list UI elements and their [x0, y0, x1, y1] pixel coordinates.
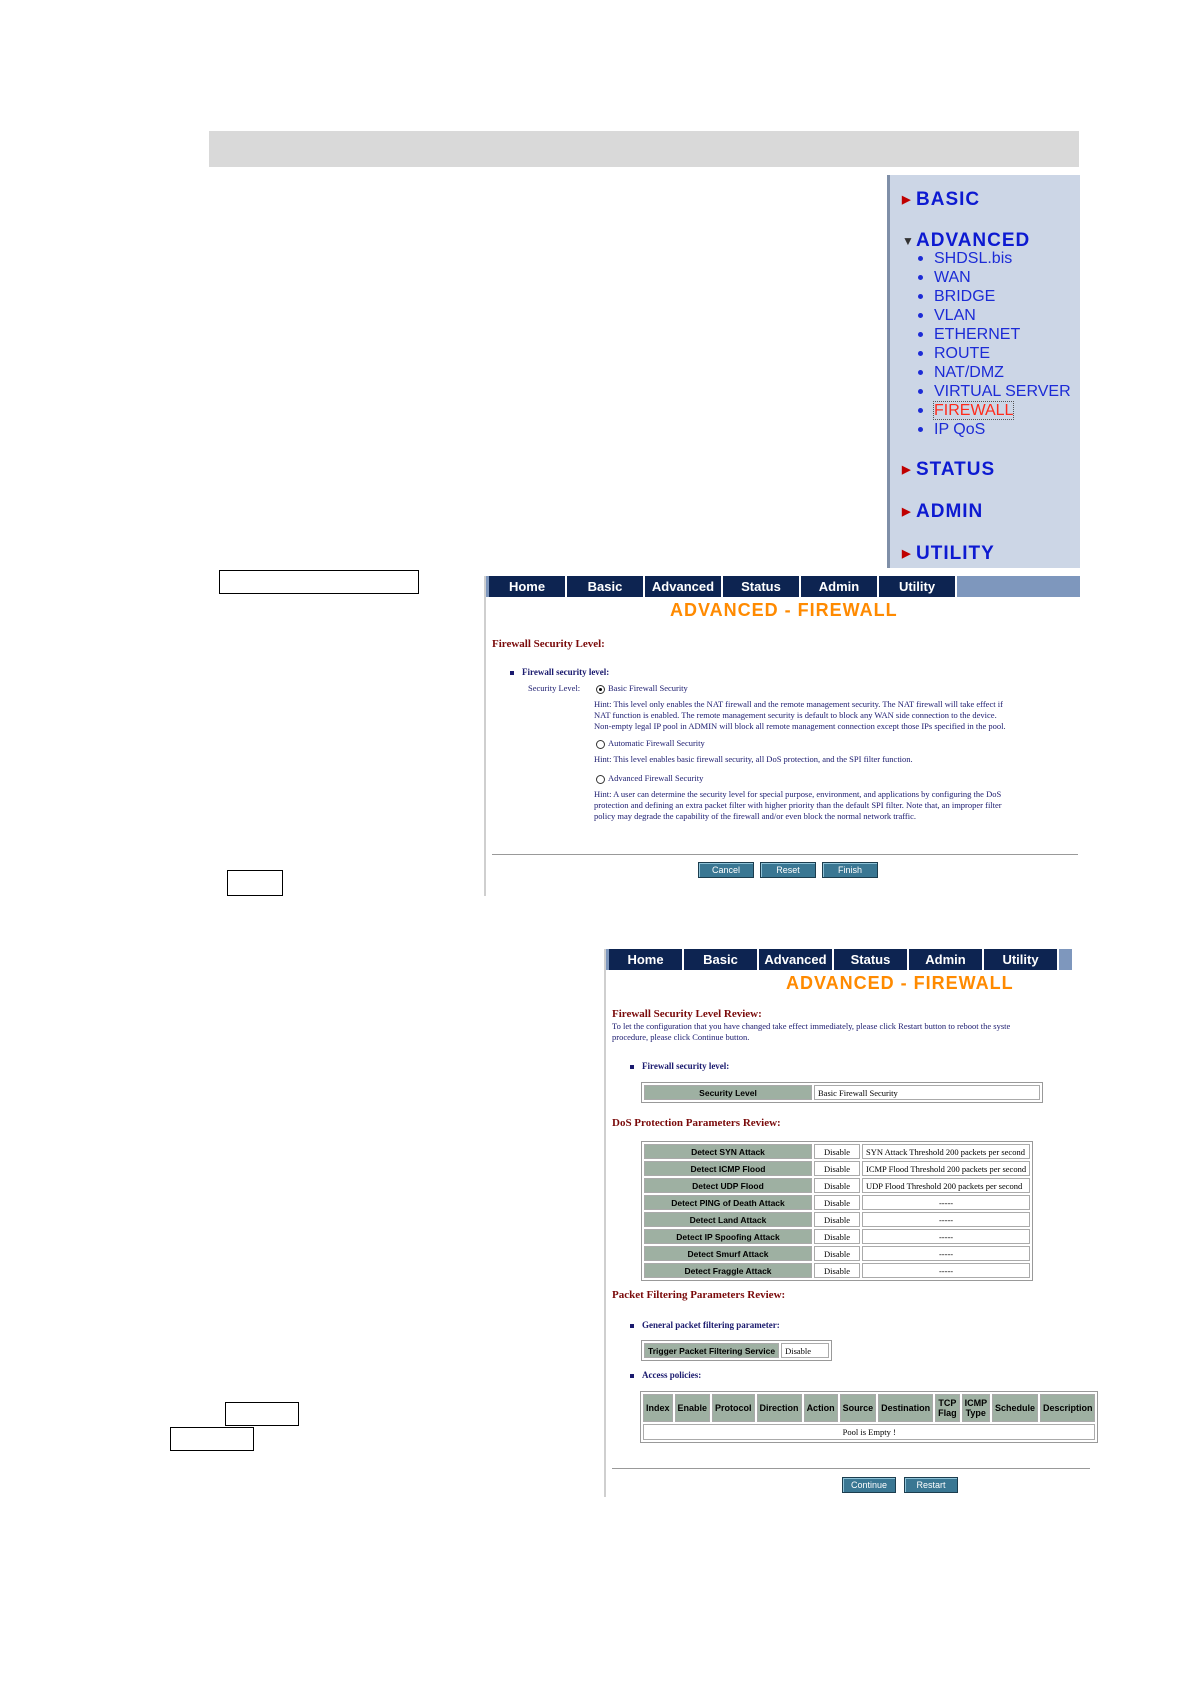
bullet-icon — [918, 351, 923, 356]
square-bullet-icon — [510, 671, 514, 675]
tab-basic[interactable]: Basic — [684, 949, 759, 970]
square-bullet-icon — [630, 1324, 634, 1328]
bullet-icon — [918, 332, 923, 337]
bullet-icon — [918, 427, 923, 432]
hint-automatic: Hint: This level enables basic firewall security, all DoS protection, and the SPI filter function. — [594, 754, 913, 764]
intro-text: To let the configuration that you have changed take effect immediately, please click Restart button to reboot the syste procedure, please click Continue button. — [612, 1021, 1011, 1042]
menu-advanced[interactable]: ▼ADVANCED — [902, 230, 1031, 251]
bullet-icon — [918, 313, 923, 318]
square-bullet-icon — [630, 1065, 634, 1069]
dos-name-cell: Detect Fraggle Attack — [644, 1263, 812, 1278]
table-row — [644, 1229, 1030, 1244]
dos-name-cell: Detect IP Spoofing Attack — [644, 1229, 812, 1244]
table-row — [644, 1246, 1030, 1261]
bullet-icon — [918, 408, 923, 413]
dos-name-cell: Detect Smurf Attack — [644, 1246, 812, 1261]
dos-state-cell: Disable — [814, 1212, 860, 1227]
tab-utility[interactable]: Utility — [984, 949, 1059, 970]
firewall-screen — [484, 576, 1080, 896]
bullet-icon — [918, 370, 923, 375]
column-header: Enable — [675, 1394, 711, 1422]
dos-state-cell: Disable — [814, 1195, 860, 1210]
bullet-icon — [918, 389, 923, 394]
dos-detail-cell: UDP Flood Threshold 200 packets per second — [862, 1178, 1030, 1193]
menu-item-ethernet[interactable]: ETHERNET — [918, 326, 1020, 344]
dos-name-cell: Detect Land Attack — [644, 1212, 812, 1227]
column-header: Schedule — [992, 1394, 1038, 1422]
finish-button[interactable]: Finish — [822, 862, 878, 878]
trigger-label: Trigger Packet Filtering Service — [644, 1343, 779, 1358]
dos-state-cell: Disable — [814, 1178, 860, 1193]
continue-button[interactable]: Continue — [842, 1477, 896, 1493]
section-title: Firewall Security Level: — [492, 638, 605, 650]
hint-basic: Hint: This level only enables the NAT firewall and the remote management security. The NAT firewall will take effect if NAT function is enabled. The remote management security is default to block any WAN side connection to the device. Non-empty legal IP pool in ADMIN will block all remote management connection except those IPs specified in the pool. — [594, 699, 1006, 731]
tab-status[interactable]: Status — [723, 576, 801, 597]
menu-item-vlan[interactable]: VLAN — [918, 307, 976, 325]
menu-item-shdsl[interactable]: SHDSL.bis — [918, 250, 1012, 268]
dos-state-cell: Disable — [814, 1144, 860, 1159]
tab-admin[interactable]: Admin — [909, 949, 984, 970]
bullet-icon — [918, 256, 923, 261]
side-menu — [887, 175, 1080, 568]
column-header: Direction — [757, 1394, 802, 1422]
tab-admin[interactable]: Admin — [801, 576, 879, 597]
empty-text-box — [225, 1402, 299, 1426]
tab-basic[interactable]: Basic — [567, 576, 645, 597]
dos-detail-cell: SYN Attack Threshold 200 packets per second — [862, 1144, 1030, 1159]
reset-button[interactable]: Reset — [760, 862, 816, 878]
table-row — [644, 1178, 1030, 1193]
option-automatic[interactable]: Automatic Firewall Security — [596, 738, 705, 749]
triangle-down-icon: ▼ — [902, 233, 915, 248]
page-title: ADVANCED - FIREWALL — [786, 973, 1014, 993]
pf-section-title: Packet Filtering Parameters Review: — [612, 1289, 786, 1301]
radio-icon[interactable] — [596, 775, 605, 784]
divider — [492, 854, 1078, 855]
menu-item-firewall[interactable]: FIREWALL — [918, 402, 1013, 420]
menu-item-nat-dmz[interactable]: NAT/DMZ — [918, 364, 1004, 382]
menu-item-ip-qos[interactable]: IP QoS — [918, 421, 985, 439]
table-row — [644, 1263, 1030, 1278]
menu-item-route[interactable]: ROUTE — [918, 345, 990, 363]
header-banner — [209, 131, 1079, 167]
column-header: Destination — [878, 1394, 933, 1422]
dos-table — [641, 1141, 1033, 1281]
empty-text-box — [219, 570, 419, 594]
menu-item-bridge[interactable]: BRIDGE — [918, 288, 995, 306]
menu-item-wan[interactable]: WAN — [918, 269, 971, 287]
firewall-level-bullet: Firewall security level: — [510, 667, 609, 677]
dos-name-cell: Detect SYN Attack — [644, 1144, 812, 1159]
dos-state-cell: Disable — [814, 1246, 860, 1261]
dos-name-cell: Detect UDP Flood — [644, 1178, 812, 1193]
dos-detail-cell: ----- — [862, 1212, 1030, 1227]
radio-selected-icon[interactable] — [596, 685, 605, 694]
restart-button[interactable]: Restart — [904, 1477, 958, 1493]
column-header: ICMP Type — [962, 1394, 990, 1422]
dos-detail-cell: ----- — [862, 1229, 1030, 1244]
bullet-icon — [918, 294, 923, 299]
option-basic[interactable]: Basic Firewall Security — [596, 683, 688, 694]
bullet-icon — [918, 275, 923, 280]
triangle-right-icon: ▶ — [902, 506, 912, 519]
dos-detail-cell: ICMP Flood Threshold 200 packets per second — [862, 1161, 1030, 1176]
column-header: Index — [643, 1394, 673, 1422]
table-row — [644, 1144, 1030, 1159]
divider — [612, 1468, 1090, 1469]
dos-state-cell: Disable — [814, 1229, 860, 1244]
triangle-right-icon: ▶ — [902, 548, 912, 561]
dos-name-cell: Detect PING of Death Attack — [644, 1195, 812, 1210]
security-level-value: Basic Firewall Security — [814, 1085, 1040, 1100]
section-title: Firewall Security Level Review: — [612, 1008, 762, 1020]
tab-advanced[interactable]: Advanced — [759, 949, 834, 970]
cancel-button[interactable]: Cancel — [698, 862, 754, 878]
tab-utility[interactable]: Utility — [879, 576, 957, 597]
access-policies-bullet: Access policies: — [630, 1370, 701, 1380]
access-policy-table — [640, 1391, 1098, 1443]
dos-detail-cell: ----- — [862, 1246, 1030, 1261]
column-header: TCP Flag — [935, 1394, 960, 1422]
radio-icon[interactable] — [596, 740, 605, 749]
menu-admin[interactable]: ▶ ADMIN — [902, 501, 984, 522]
dos-detail-cell: ----- — [862, 1263, 1030, 1278]
tab-home[interactable]: Home — [609, 949, 684, 970]
table-row — [644, 1212, 1030, 1227]
general-filter-bullet: General packet filtering parameter: — [630, 1320, 780, 1330]
menu-utility[interactable]: ▶ UTILITY — [902, 543, 995, 564]
tab-advanced[interactable]: Advanced — [645, 576, 723, 597]
table-row — [644, 1161, 1030, 1176]
column-header: Source — [840, 1394, 877, 1422]
firewall-review-screen — [604, 949, 1092, 1497]
firewall-level-bullet: Firewall security level: — [630, 1061, 729, 1071]
pool-empty-message: Pool is Empty ! — [643, 1424, 1095, 1440]
column-header: Protocol — [712, 1394, 755, 1422]
security-level-label: Security Level: — [528, 683, 581, 693]
empty-text-box — [170, 1427, 254, 1451]
hint-advanced: Hint: A user can determine the security level for special purpose, environment, and applications by configuring the DoS protection and defining an extra packet filter with higher priority than the default SPI filter. Note that, an improper filter policy may degrade the capability of the firewall and/or even block the normal network traffic. — [594, 789, 1002, 821]
security-level-label: Security Level — [644, 1085, 812, 1100]
triangle-right-icon: ▶ — [902, 194, 912, 207]
dos-state-cell: Disable — [814, 1161, 860, 1176]
dos-state-cell: Disable — [814, 1263, 860, 1278]
empty-text-box — [227, 870, 283, 896]
dos-section-title: DoS Protection Parameters Review: — [612, 1117, 781, 1129]
table-row — [644, 1195, 1030, 1210]
menu-item-virtual-server[interactable]: VIRTUAL SERVER — [918, 383, 1071, 401]
column-header: Action — [804, 1394, 838, 1422]
triangle-right-icon: ▶ — [902, 464, 912, 477]
dos-detail-cell: ----- — [862, 1195, 1030, 1210]
menu-status[interactable]: ▶ STATUS — [902, 459, 996, 480]
menu-basic[interactable]: ▶ BASIC — [902, 189, 981, 210]
page-title: ADVANCED - FIREWALL — [670, 600, 898, 620]
trigger-table — [641, 1340, 832, 1361]
trigger-value: Disable — [781, 1343, 829, 1358]
column-header: Description — [1040, 1394, 1096, 1422]
option-advanced[interactable]: Advanced Firewall Security — [596, 773, 703, 784]
security-level-table — [641, 1082, 1043, 1103]
tab-home[interactable]: Home — [489, 576, 567, 597]
square-bullet-icon — [630, 1374, 634, 1378]
dos-name-cell: Detect ICMP Flood — [644, 1161, 812, 1176]
tab-status[interactable]: Status — [834, 949, 909, 970]
